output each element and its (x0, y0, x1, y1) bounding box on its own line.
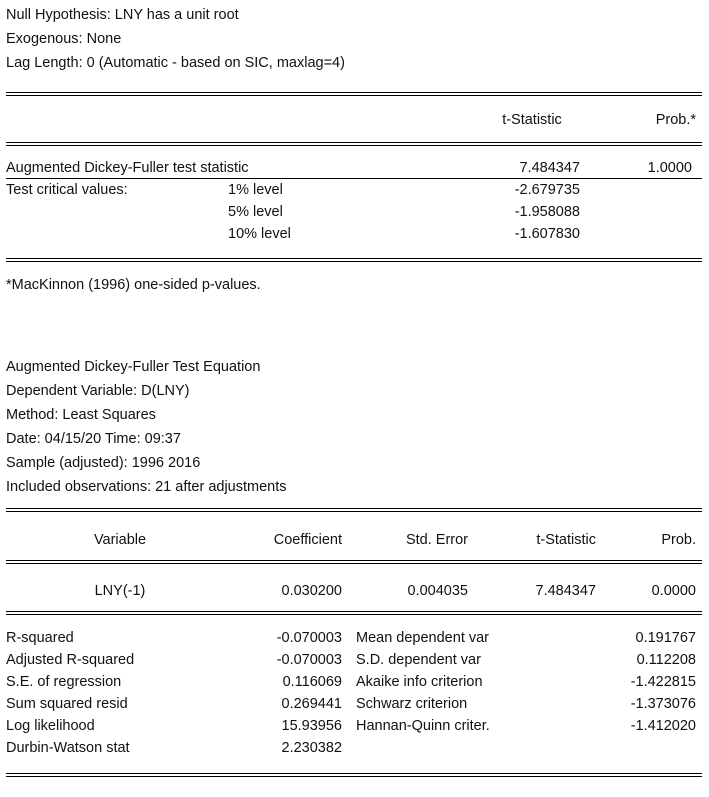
stat-left-value: 2.230382 (281, 740, 342, 756)
coef-coefficient: 0.030200 (281, 583, 342, 599)
crit-values-label: Test critical values: (6, 182, 128, 198)
crit-value-10: -1.607830 (514, 226, 580, 242)
stat-left-label: Adjusted R-squared (6, 652, 135, 668)
equation-title: Augmented Dickey-Fuller Test Equation (6, 359, 261, 375)
stat-right-label: Schwarz criterion (356, 696, 468, 712)
stat-left-value: 0.116069 (282, 674, 342, 690)
divider-double (6, 508, 702, 512)
method: Method: Least Squares (6, 407, 156, 423)
adf-col-prob: Prob.* (655, 112, 696, 128)
stat-left-label: R-squared (6, 630, 74, 646)
coef-tstat: 7.484347 (535, 583, 596, 599)
adf-col-tstat: t-Statistic (502, 112, 562, 128)
mackinnon-footnote: *MacKinnon (1996) one-sided p-values. (6, 277, 261, 293)
coef-header-coefficient: Coefficient (273, 532, 342, 548)
stat-right-label: Hannan-Quinn criter. (356, 718, 490, 734)
coef-variable: LNY(-1) (94, 583, 146, 599)
adf-stat-value: 7.484347 (519, 160, 580, 176)
crit-value-1: -2.679735 (514, 182, 580, 198)
crit-value-5: -1.958088 (514, 204, 580, 220)
divider-double (6, 92, 702, 96)
coef-stderror: 0.004035 (407, 583, 468, 599)
coef-prob: 0.0000 (651, 583, 696, 599)
stat-right-label: Akaike info criterion (356, 674, 483, 690)
null-hypothesis: Null Hypothesis: LNY has a unit root (6, 7, 239, 23)
coef-header-stderror: Std. Error (405, 532, 468, 548)
stat-left-label: Log likelihood (6, 718, 95, 734)
crit-level-5: 5% level (228, 204, 283, 220)
divider-double (6, 560, 702, 564)
stat-left-value: -0.070003 (276, 652, 342, 668)
stat-left-label: Durbin-Watson stat (6, 740, 130, 756)
divider-double (6, 773, 702, 777)
stat-left-value: 15.93956 (281, 718, 342, 734)
crit-level-10: 10% level (228, 226, 291, 242)
stat-right-value: -1.422815 (630, 674, 696, 690)
divider-double (6, 258, 702, 262)
stat-left-value: -0.070003 (276, 630, 342, 646)
divider (6, 178, 702, 179)
stat-left-label: S.E. of regression (6, 674, 122, 690)
coef-header-variable: Variable (93, 532, 147, 548)
stat-right-value: -1.412020 (630, 718, 696, 734)
stat-left-label: Sum squared resid (6, 696, 128, 712)
coef-header-prob: Prob. (661, 532, 696, 548)
divider-double (6, 142, 702, 146)
date-time: Date: 04/15/20 Time: 09:37 (6, 431, 181, 447)
lag-length: Lag Length: 0 (Automatic - based on SIC, maxlag=4) (6, 55, 345, 71)
adf-stat-prob: 1.0000 (647, 160, 692, 176)
stat-right-label: Mean dependent var (356, 630, 490, 646)
stat-left-value: 0.269441 (281, 696, 342, 712)
divider-double (6, 611, 702, 615)
stat-right-value: -1.373076 (630, 696, 696, 712)
crit-level-1: 1% level (228, 182, 283, 198)
coef-header-tstat: t-Statistic (536, 532, 596, 548)
observations: Included observations: 21 after adjustments (6, 479, 287, 495)
sample: Sample (adjusted): 1996 2016 (6, 455, 201, 471)
stat-right-value: 0.191767 (635, 630, 696, 646)
adf-stat-label: Augmented Dickey-Fuller test statistic (6, 160, 249, 176)
dependent-variable: Dependent Variable: D(LNY) (6, 383, 190, 399)
stat-right-label: S.D. dependent var (356, 652, 481, 668)
stat-right-value: 0.112208 (636, 652, 696, 668)
exogenous: Exogenous: None (6, 31, 122, 47)
